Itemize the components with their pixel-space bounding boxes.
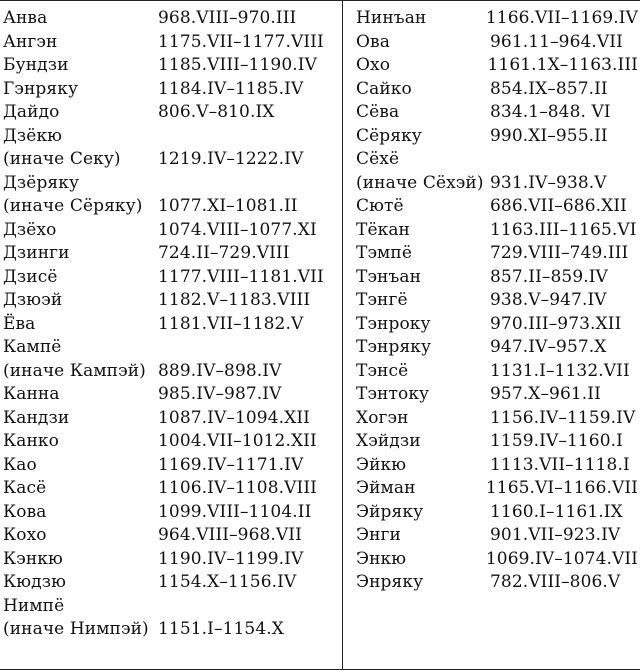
era-name bbox=[356, 360, 490, 384]
era-period: 1219.IV–1222.IV bbox=[158, 149, 304, 169]
table-row bbox=[3, 454, 338, 478]
era-period: 1169.IV–1171.IV bbox=[158, 454, 304, 475]
era-period: 1159.IV–1160.I bbox=[490, 431, 623, 451]
era-name bbox=[3, 407, 158, 431]
era-period: 1190.IV–1199.IV bbox=[158, 548, 304, 569]
table-row bbox=[3, 54, 338, 78]
era-alt-name-line: (иначе Сёряку) bbox=[3, 196, 143, 216]
column-divider bbox=[342, 0, 343, 670]
era-name bbox=[3, 313, 158, 337]
era-name bbox=[356, 242, 490, 266]
era-name-line: Ангэн bbox=[3, 31, 58, 52]
era-period: 990.XI–955.II bbox=[490, 125, 608, 146]
era-name-line: Нимпё bbox=[3, 595, 65, 616]
era-name-line: Дзинги bbox=[3, 243, 70, 263]
era-name-line: Эйман bbox=[356, 478, 416, 498]
table-row bbox=[356, 524, 638, 548]
era-name bbox=[356, 125, 490, 149]
era-period: 938.V–947.IV bbox=[490, 290, 607, 310]
table-row bbox=[356, 336, 638, 360]
era-period: 1154.X–1156.IV bbox=[158, 572, 297, 592]
era-period: 985.IV–987.IV bbox=[158, 384, 282, 404]
table-row bbox=[356, 571, 638, 595]
table-row bbox=[3, 430, 338, 454]
era-period: 947.IV–957.X bbox=[490, 337, 607, 357]
era-period: 1131.I–1132.VII bbox=[490, 360, 630, 381]
era-period: 1175.VII–1177.VIII bbox=[158, 31, 324, 52]
era-name bbox=[356, 195, 490, 219]
table-row bbox=[356, 7, 638, 31]
era-name-line: Энги bbox=[356, 525, 401, 545]
era-name-line: Кэнкю bbox=[3, 548, 63, 569]
right-column bbox=[356, 7, 638, 595]
era-name-line: Анва bbox=[3, 8, 48, 28]
era-period: 854.IX–857.II bbox=[490, 78, 608, 99]
era-period: 1113.VII–1118.I bbox=[490, 454, 630, 475]
era-name bbox=[356, 7, 486, 31]
era-name-line: Тёкан bbox=[356, 219, 410, 240]
table-row bbox=[3, 242, 338, 266]
era-name-line: Дзёкю bbox=[3, 125, 63, 146]
era-name-line: Тэнсё bbox=[356, 360, 409, 381]
table-row bbox=[3, 101, 338, 125]
table-row bbox=[356, 548, 638, 572]
table-row bbox=[356, 430, 638, 454]
era-period: 724.II–729.VIII bbox=[158, 243, 290, 263]
era-name bbox=[356, 383, 490, 407]
era-name bbox=[3, 266, 158, 290]
table-row bbox=[3, 78, 338, 102]
era-name-line: Сёва bbox=[356, 102, 400, 122]
era-name-line: Као bbox=[3, 454, 37, 475]
era-period: 931.IV–938.V bbox=[490, 172, 607, 193]
table-row bbox=[3, 524, 338, 548]
era-name bbox=[3, 242, 158, 266]
table-row bbox=[356, 242, 638, 266]
era-period: 782.VIII–806.V bbox=[490, 572, 621, 592]
era-period: 1004.VII–1012.XII bbox=[158, 431, 317, 451]
table-row bbox=[3, 172, 338, 219]
era-name-line: Дзисё bbox=[3, 266, 58, 287]
table-row bbox=[3, 383, 338, 407]
table-row bbox=[356, 360, 638, 384]
era-name-line: Сёхё bbox=[356, 149, 400, 169]
era-name bbox=[356, 548, 486, 572]
table-row bbox=[356, 125, 638, 149]
era-name bbox=[3, 524, 158, 548]
era-name bbox=[356, 430, 490, 454]
era-period: 1077.XI–1081.II bbox=[158, 196, 298, 216]
era-name bbox=[3, 125, 158, 172]
era-name bbox=[356, 148, 490, 195]
era-name bbox=[3, 289, 158, 313]
era-period: 970.III–973.XII bbox=[490, 313, 622, 334]
table-row bbox=[3, 548, 338, 572]
era-period: 964.VIII–968.VII bbox=[158, 525, 302, 545]
era-name bbox=[3, 477, 158, 501]
era-name-line: Дзюэй bbox=[3, 290, 63, 310]
era-name bbox=[356, 101, 490, 125]
era-name bbox=[356, 31, 490, 55]
era-name bbox=[3, 54, 158, 78]
era-period: 1185.VIII–1190.IV bbox=[158, 55, 317, 75]
era-name bbox=[356, 336, 490, 360]
era-period: 806.V–810.IX bbox=[158, 102, 275, 122]
table-row bbox=[356, 383, 638, 407]
era-name bbox=[3, 383, 158, 407]
era-name bbox=[3, 219, 158, 243]
era-name bbox=[356, 571, 490, 595]
era-name bbox=[3, 571, 158, 595]
era-name-line: Сайко bbox=[356, 78, 412, 99]
table-top-rule bbox=[0, 0, 640, 1]
era-name-line: Нинъан bbox=[356, 8, 427, 28]
era-period: 1151.I–1154.X bbox=[158, 619, 284, 639]
era-name-line: Тэнгё bbox=[356, 290, 408, 310]
era-period: 1177.VIII–1181.VII bbox=[158, 266, 324, 287]
table-row bbox=[3, 501, 338, 525]
era-period: 961.11–964.VII bbox=[490, 31, 623, 52]
era-name bbox=[3, 548, 158, 572]
era-name bbox=[356, 524, 490, 548]
table-row bbox=[3, 595, 338, 642]
table-row bbox=[356, 78, 638, 102]
era-name-line: Кандзи bbox=[3, 407, 70, 428]
era-period: 1074.VIII–1077.XI bbox=[158, 219, 317, 240]
era-name bbox=[356, 266, 490, 290]
era-name bbox=[3, 172, 158, 219]
era-name-line: Кова bbox=[3, 501, 47, 522]
table-row bbox=[3, 289, 338, 313]
era-period: 889.IV–898.IV bbox=[158, 360, 282, 381]
era-period: 1182.V–1183.VIII bbox=[158, 290, 311, 310]
era-name bbox=[3, 101, 158, 125]
era-name bbox=[3, 31, 158, 55]
era-name-line: Канна bbox=[3, 384, 60, 404]
era-name bbox=[3, 501, 158, 525]
era-name-line: Тэнроку bbox=[356, 313, 431, 334]
era-name-line: Кохо bbox=[3, 525, 47, 545]
table-row bbox=[3, 125, 338, 172]
era-period: 1165.VI–1166.VII bbox=[485, 478, 638, 498]
era-name bbox=[356, 219, 490, 243]
era-period: 1099.VIII–1104.II bbox=[158, 501, 312, 522]
era-period: 1156.IV–1159.IV bbox=[490, 407, 636, 428]
era-name bbox=[3, 430, 158, 454]
era-period: 1184.IV–1185.IV bbox=[158, 78, 304, 99]
era-name-line: Кюдзю bbox=[3, 572, 66, 592]
era-name-line: Энряку bbox=[356, 572, 424, 592]
era-name bbox=[356, 407, 490, 431]
table-row bbox=[356, 54, 638, 78]
table-bottom-rule bbox=[0, 669, 640, 670]
table-row bbox=[356, 219, 638, 243]
era-name-line: Тэнтоку bbox=[356, 384, 430, 404]
table-row bbox=[356, 148, 638, 195]
era-name-line: Хогэн bbox=[356, 407, 409, 428]
era-period: 957.X–961.II bbox=[490, 384, 601, 404]
era-name bbox=[3, 454, 158, 478]
era-name-line: Бундзи bbox=[3, 55, 69, 75]
era-name-line: Ёва bbox=[3, 313, 36, 334]
era-name-line: Гэнряку bbox=[3, 78, 79, 99]
table-row bbox=[3, 571, 338, 595]
table-row bbox=[356, 313, 638, 337]
table-row bbox=[356, 266, 638, 290]
era-name bbox=[356, 477, 486, 501]
era-name bbox=[3, 7, 158, 31]
era-name-line: Сютё bbox=[356, 196, 404, 216]
era-name-line: Хэйдзи bbox=[356, 431, 421, 451]
era-period: 901.VII–923.IV bbox=[490, 525, 621, 545]
era-name-line: Канко bbox=[3, 431, 59, 451]
table-row bbox=[356, 289, 638, 313]
table-row bbox=[356, 407, 638, 431]
table-row bbox=[356, 477, 638, 501]
era-period: 857.II–859.IV bbox=[490, 266, 608, 287]
era-name bbox=[356, 313, 490, 337]
table-row bbox=[3, 31, 338, 55]
era-name-line: Тэнъан bbox=[356, 266, 422, 287]
era-alt-name-line: (иначе Сёхэй) bbox=[356, 172, 484, 193]
era-name-line: Кампё bbox=[3, 337, 62, 357]
era-name-line: Сёряку bbox=[356, 125, 422, 146]
era-name-line: Энкю bbox=[356, 548, 407, 569]
era-name bbox=[3, 78, 158, 102]
era-name-line: Дзёхо bbox=[3, 219, 57, 240]
era-name bbox=[356, 501, 490, 525]
era-period: 1087.IV–1094.XII bbox=[158, 407, 310, 428]
era-period: 834.1–848. VI bbox=[490, 102, 611, 122]
era-name-line: Дайдо bbox=[3, 102, 60, 122]
era-period: 686.VII–686.XII bbox=[490, 196, 627, 216]
table-row bbox=[3, 219, 338, 243]
table-row bbox=[3, 7, 338, 31]
era-name bbox=[356, 454, 490, 478]
era-name-line: Касё bbox=[3, 478, 47, 498]
era-period: 1163.III–1165.VI bbox=[490, 219, 637, 240]
table-row bbox=[3, 336, 338, 383]
era-name-line: Эйряку bbox=[356, 501, 424, 522]
era-name-line: Эйкю bbox=[356, 454, 407, 475]
table-row bbox=[3, 407, 338, 431]
era-name-line: Охо bbox=[356, 55, 391, 75]
era-alt-name-line: (иначе Секу) bbox=[3, 149, 121, 169]
era-period: 1166.VII–1169.IV bbox=[485, 8, 638, 28]
era-alt-name-line: (иначе Нимпэй) bbox=[3, 619, 149, 639]
era-period: 1161.1X–1163.III bbox=[487, 55, 638, 75]
era-name-line: Тэнряку bbox=[356, 337, 432, 357]
table-row bbox=[356, 31, 638, 55]
era-alt-name-line: (иначе Кампэй) bbox=[3, 360, 146, 381]
era-name bbox=[3, 336, 158, 383]
era-name bbox=[356, 78, 490, 102]
table-row bbox=[3, 266, 338, 290]
era-name-line: Тэмпё bbox=[356, 243, 412, 263]
left-column bbox=[3, 7, 338, 642]
era-name bbox=[3, 595, 158, 642]
era-period: 1069.IV–1074.VII bbox=[485, 548, 638, 569]
era-period: 1160.I–1161.IX bbox=[490, 501, 623, 522]
era-name-line: Дзёряку bbox=[3, 172, 80, 193]
era-period: 729.VIII–749.III bbox=[490, 243, 629, 263]
era-name bbox=[356, 54, 488, 78]
table-row bbox=[3, 477, 338, 501]
table-row bbox=[3, 313, 338, 337]
era-period: 1181.VII–1182.V bbox=[158, 313, 304, 334]
table-row bbox=[356, 501, 638, 525]
table-row bbox=[356, 454, 638, 478]
table-row bbox=[356, 195, 638, 219]
table-row bbox=[356, 101, 638, 125]
era-period: 1106.IV–1108.VIII bbox=[158, 478, 317, 498]
era-name bbox=[356, 289, 490, 313]
era-period: 968.VIII–970.III bbox=[158, 8, 297, 28]
era-name-line: Ова bbox=[356, 31, 390, 52]
